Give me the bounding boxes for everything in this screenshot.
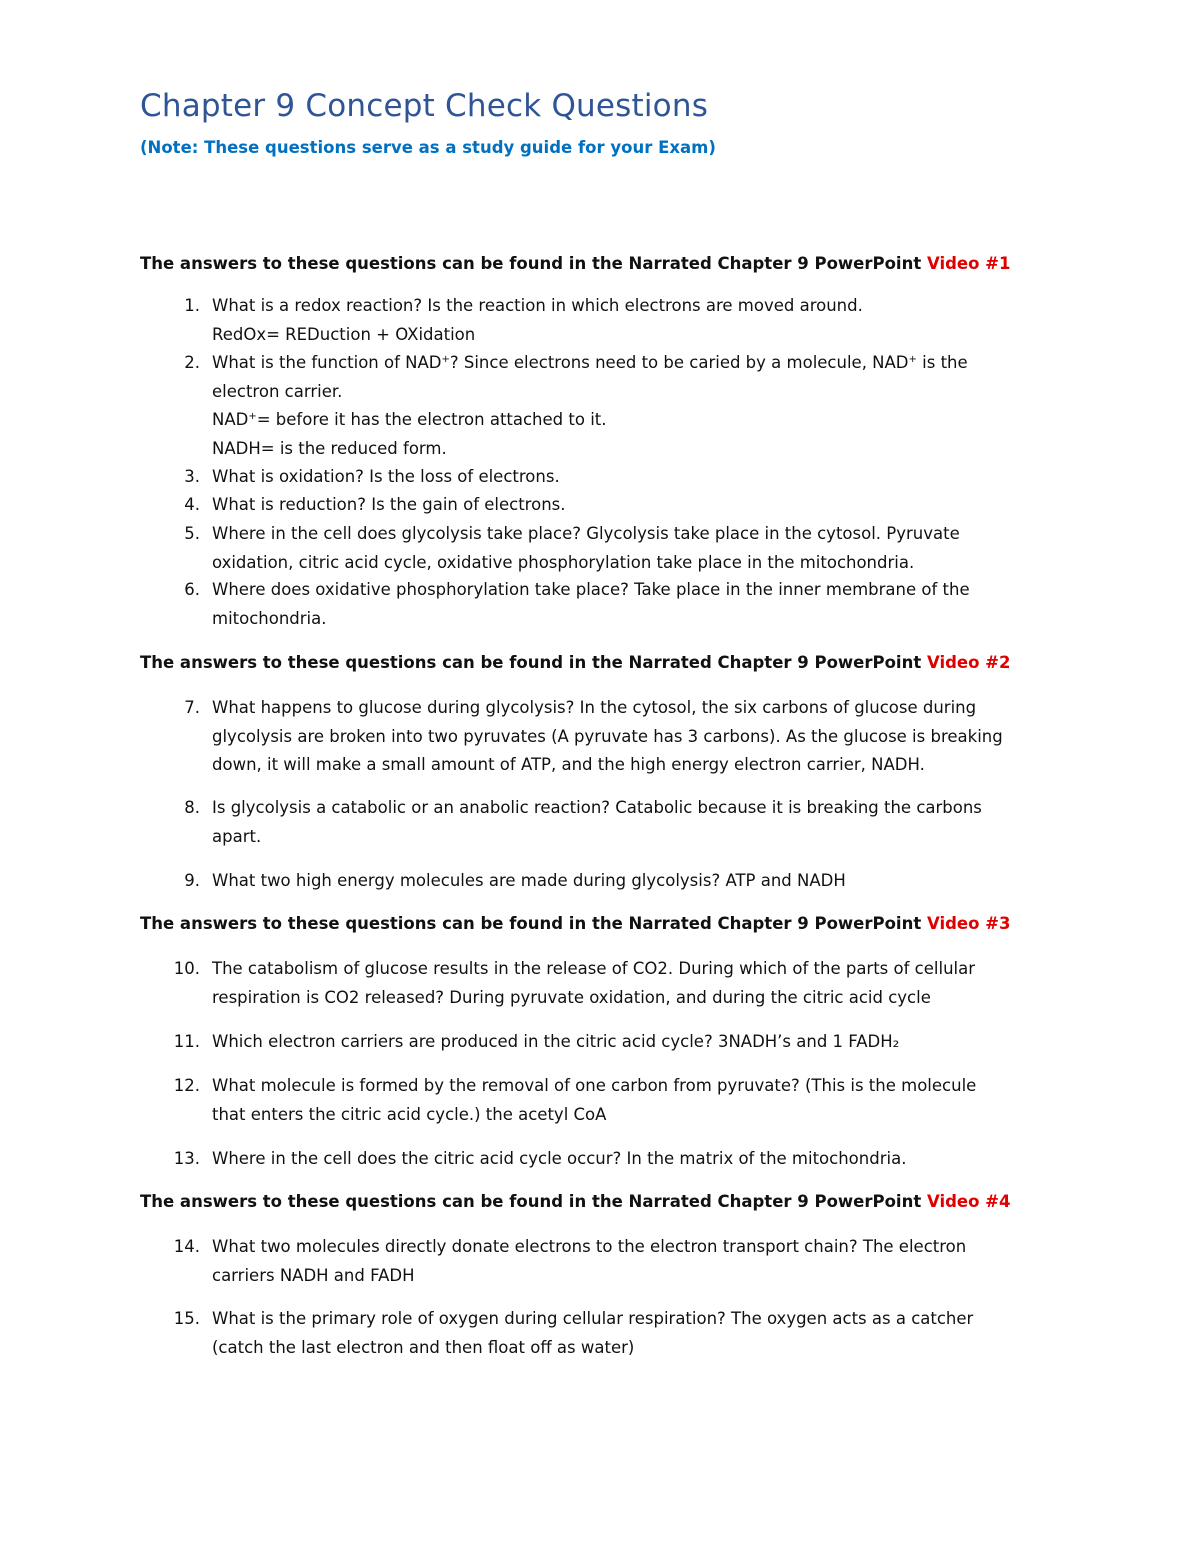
question-line: What is oxidation? Is the loss of electrons. xyxy=(212,467,560,486)
section-heading xyxy=(140,1192,1011,1211)
question-line: Which electron carriers are produced in the citric acid cycle? 3NADH’s and 1 FADH₂ xyxy=(212,1032,900,1051)
question-text xyxy=(212,1145,1052,1174)
video-label: Video #4 xyxy=(926,1192,1011,1211)
question-text xyxy=(212,349,1052,463)
question-text xyxy=(212,955,1052,1012)
question-text xyxy=(212,491,1052,520)
question-line: What two high energy molecules are made during glycolysis? ATP and NADH xyxy=(212,871,846,890)
question-text xyxy=(212,1028,1052,1057)
question-line: What is reduction? Is the gain of electrons. xyxy=(212,495,566,514)
question-line: The catabolism of glucose results in the release of CO2. During which of the parts of cellular xyxy=(212,959,976,978)
question-number: 5. xyxy=(184,524,200,543)
question-number: 11. xyxy=(173,1032,200,1051)
question-line: RedOx= REDuction + OXidation xyxy=(212,324,476,344)
question-line: apart. xyxy=(212,826,262,846)
question-number: 12. xyxy=(173,1076,200,1095)
question-line: that enters the citric acid cycle.) the acetyl CoA xyxy=(212,1104,607,1124)
question-number: 2. xyxy=(184,353,200,372)
question-text xyxy=(212,1072,1052,1129)
question-line: What molecule is formed by the removal of one carbon from pyruvate? (This is the molecule xyxy=(212,1076,977,1095)
question-number: 13. xyxy=(173,1149,200,1168)
video-label: Video #3 xyxy=(926,914,1011,933)
section-heading-text: The answers to these questions can be found in the Narrated Chapter 9 PowerPoint xyxy=(140,914,922,933)
question-text xyxy=(212,1233,1052,1290)
question-number: 3. xyxy=(184,467,200,486)
question-line: carriers NADH and FADH xyxy=(212,1265,415,1285)
question-number: 1. xyxy=(184,296,200,315)
section-heading-text: The answers to these questions can be found in the Narrated Chapter 9 PowerPoint xyxy=(140,1192,922,1211)
section-heading xyxy=(140,653,1011,672)
video-label: Video #1 xyxy=(926,254,1011,273)
question-line: What is a redox reaction? Is the reaction in which electrons are moved around. xyxy=(212,296,863,315)
question-number: 8. xyxy=(184,798,200,817)
page-title: Chapter 9 Concept Check Questions xyxy=(140,88,709,124)
question-number: 7. xyxy=(184,698,200,717)
question-line: oxidation, citric acid cycle, oxidative phosphorylation take place in the mitochondria. xyxy=(212,552,915,572)
question-number: 6. xyxy=(184,580,200,599)
question-text xyxy=(212,794,1052,851)
video-label: Video #2 xyxy=(926,653,1011,672)
section-heading xyxy=(140,914,1011,933)
question-text xyxy=(212,694,1052,780)
question-line: down, it will make a small amount of ATP, and the high energy electron carrier, NADH. xyxy=(212,755,925,774)
question-line: Is glycolysis a catabolic or an anabolic reaction? Catabolic because it is breaking the carbons xyxy=(212,798,982,817)
page-subtitle: (Note: These questions serve as a study guide for your Exam) xyxy=(140,138,716,157)
question-text xyxy=(212,867,1052,896)
question-text xyxy=(212,576,1052,633)
question-line: NAD+= before it has the electron attached to it. xyxy=(212,410,607,429)
question-line: Where in the cell does glycolysis take place? Glycolysis take place in the cytosol. Pyruvate xyxy=(212,524,960,543)
question-line: Where does oxidative phosphorylation take place? Take place in the inner membrane of the xyxy=(212,580,970,599)
question-line: glycolysis are broken into two pyruvates (A pyruvate has 3 carbons). As the glucose is breaking xyxy=(212,726,1003,746)
question-line: What is the function of NAD+? Since electrons need to be caried by a molecule, NAD+ is the xyxy=(212,353,968,372)
section-heading xyxy=(140,254,1011,273)
question-text xyxy=(212,520,1052,577)
question-text xyxy=(212,463,1052,492)
question-line: respiration is CO2 released? During pyruvate oxidation, and during the citric acid cycle xyxy=(212,987,931,1007)
question-line: What two molecules directly donate electrons to the electron transport chain? The electron xyxy=(212,1237,967,1256)
section-heading-text: The answers to these questions can be found in the Narrated Chapter 9 PowerPoint xyxy=(140,653,922,672)
question-line: (catch the last electron and then float off as water) xyxy=(212,1337,635,1357)
question-line: mitochondria. xyxy=(212,608,327,628)
question-number: 4. xyxy=(184,495,200,514)
question-number: 10. xyxy=(173,959,200,978)
question-line: electron carrier. xyxy=(212,381,343,401)
question-text xyxy=(212,1305,1052,1362)
question-text xyxy=(212,292,1052,349)
question-line: NADH= is the reduced form. xyxy=(212,438,447,458)
question-line: What is the primary role of oxygen during cellular respiration? The oxygen acts as a catcher xyxy=(212,1309,974,1328)
question-line: Where in the cell does the citric acid cycle occur? In the matrix of the mitochondria. xyxy=(212,1149,907,1168)
question-number: 14. xyxy=(173,1237,200,1256)
question-number: 9. xyxy=(184,871,200,890)
question-line: What happens to glucose during glycolysis? In the cytosol, the six carbons of glucose during xyxy=(212,698,977,717)
question-number: 15. xyxy=(173,1309,200,1328)
section-heading-text: The answers to these questions can be found in the Narrated Chapter 9 PowerPoint xyxy=(140,254,922,273)
